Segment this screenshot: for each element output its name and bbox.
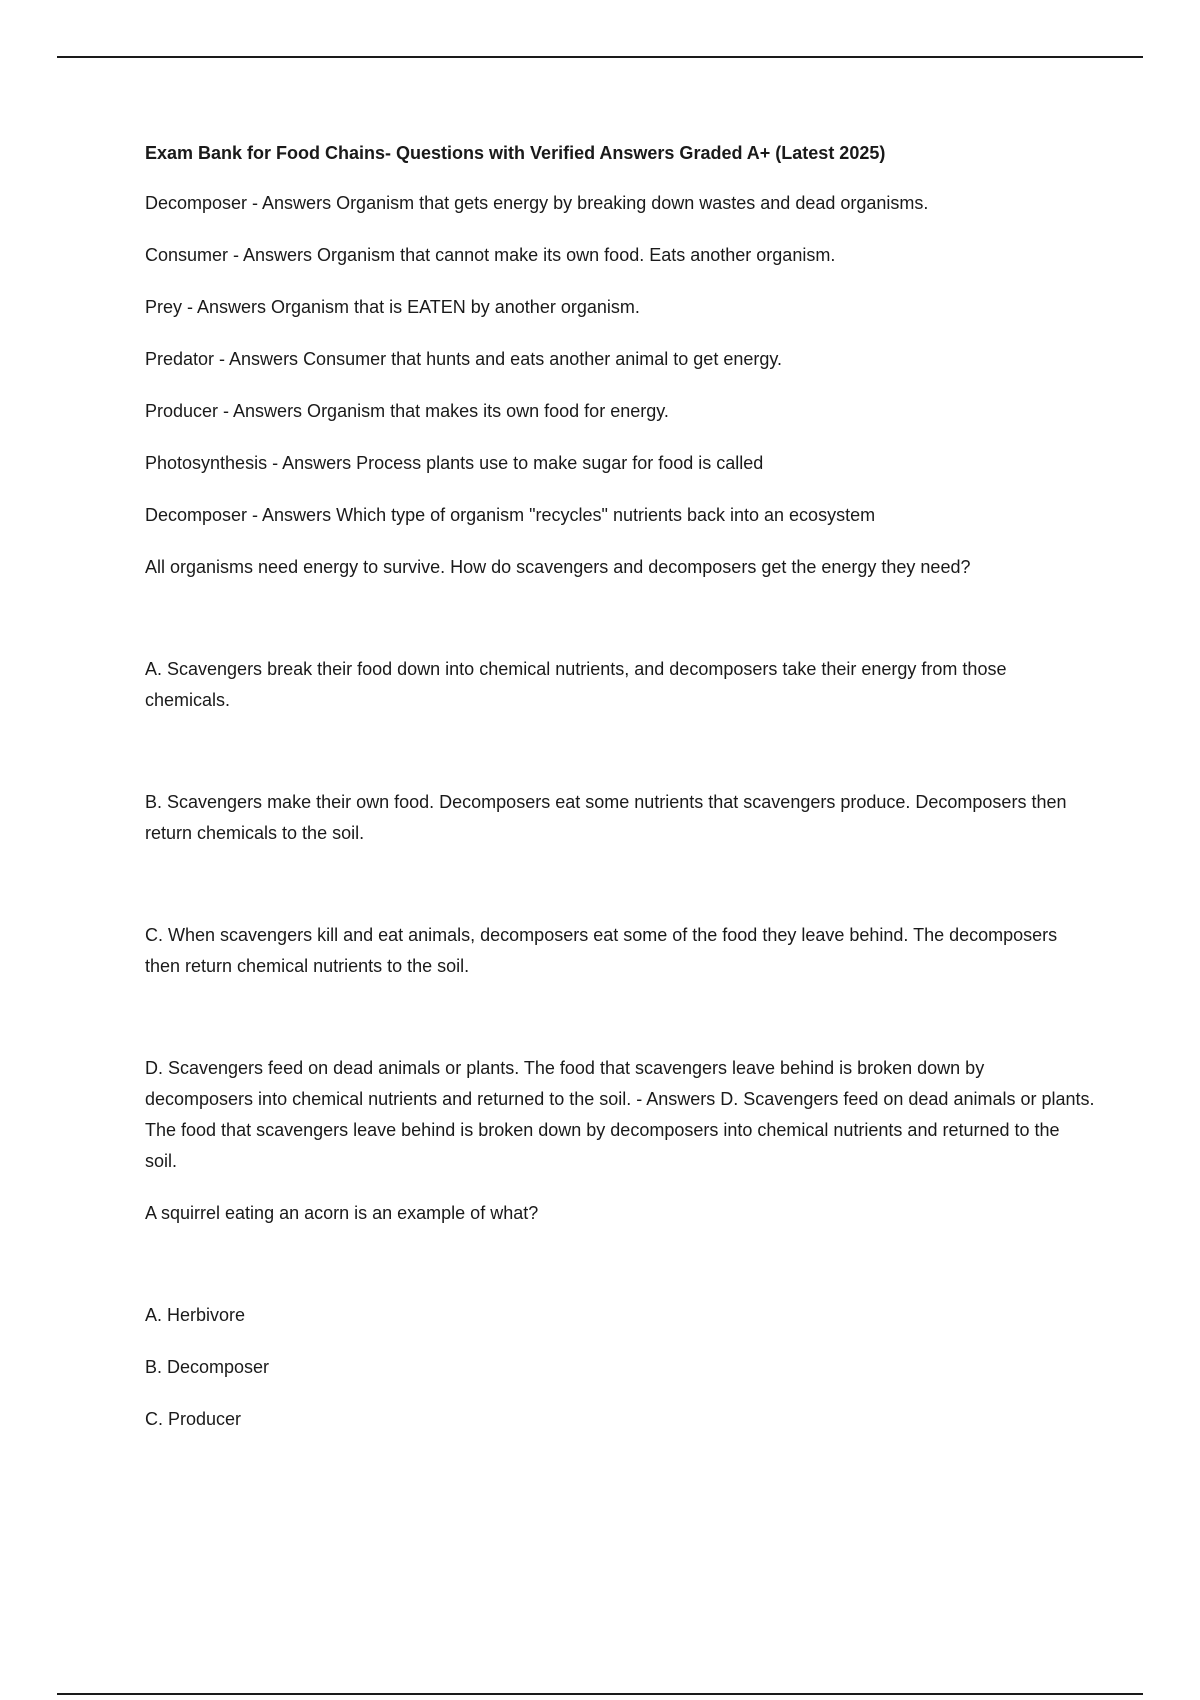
qa-decomposer-definition: Decomposer - Answers Organism that gets energy by breaking down wastes and dead organisms. xyxy=(145,193,929,213)
option-c: C. When scavengers kill and eat animals, decomposers eat some of the food they leave behind. The decomposers then return chemical nutrients to the soil. xyxy=(145,925,1058,976)
option-a: A. Scavengers break their food down into chemical nutrients, and decomposers take their energy from those chemicals. xyxy=(145,659,1007,710)
option-d-with-answer: D. Scavengers feed on dead animals or plants. The food that scavengers leave behind is broken down by decomposers into chemical nutrients and returned to the soil. - Answers D. Scavengers feed on dead animals or plants. The food that scavengers leave behind is broken down by decomposers into chemical nutrients and returned to the soil. xyxy=(145,1058,1095,1171)
qa-consumer-definition: Consumer - Answers Organism that cannot make its own food. Eats another organism. xyxy=(145,245,836,265)
footer-rule xyxy=(57,1693,1143,1695)
question-scavengers-energy: All organisms need energy to survive. How do scavengers and decomposers get the energy they need? xyxy=(145,557,971,577)
document-title: Exam Bank for Food Chains- Questions with Verified Answers Graded A+ (Latest 2025) xyxy=(145,143,886,163)
qa-predator-definition: Predator - Answers Consumer that hunts and eats another animal to get energy. xyxy=(145,349,783,369)
qa-photosynthesis-definition: Photosynthesis - Answers Process plants use to make sugar for food is called xyxy=(145,453,764,473)
document-body xyxy=(145,140,1095,1456)
option-herbivore: A. Herbivore xyxy=(145,1305,246,1325)
qa-producer-definition: Producer - Answers Organism that makes its own food for energy. xyxy=(145,401,669,421)
header-rule xyxy=(57,56,1143,58)
qa-decomposer-recycles: Decomposer - Answers Which type of organism "recycles" nutrients back into an ecosystem xyxy=(145,505,876,525)
option-b: B. Scavengers make their own food. Decomposers eat some nutrients that scavengers produce. Decomposers then return chemicals to the soil. xyxy=(145,792,1067,843)
option-decomposer: B. Decomposer xyxy=(145,1357,270,1377)
qa-prey-definition: Prey - Answers Organism that is EATEN by another organism. xyxy=(145,297,640,317)
option-producer: C. Producer xyxy=(145,1409,242,1429)
question-squirrel-acorn: A squirrel eating an acorn is an example of what? xyxy=(145,1203,539,1223)
